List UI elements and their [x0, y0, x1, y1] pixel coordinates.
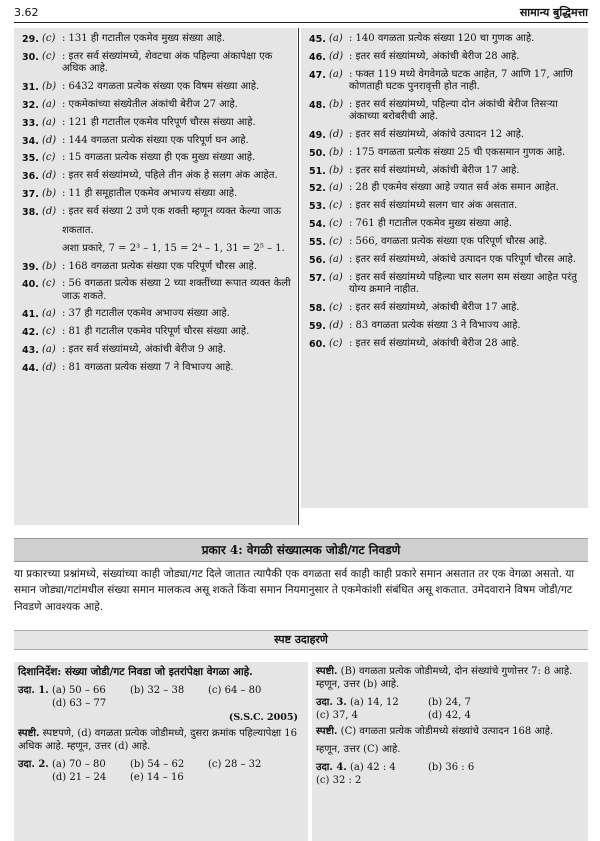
- explanation: [316, 726, 582, 756]
- answer-number: 56.: [309, 254, 326, 266]
- answer-text-main: : इतर सर्व संख्यांमध्ये सलग चार अंक असतात.: [349, 200, 518, 212]
- answer-text: [349, 147, 582, 160]
- example-4: [316, 762, 582, 787]
- answer-number: 51.: [309, 165, 326, 177]
- answer-number: 33.: [22, 117, 39, 129]
- answer-text-main: : 83 वगळता प्रत्येक संख्या 3 ने विभाज्य आहे.: [349, 319, 521, 331]
- answer-text: [349, 33, 582, 46]
- answer-text: [62, 261, 293, 274]
- answer-item: [22, 99, 293, 112]
- answer-text-main: : इतर सर्व संख्यांमध्ये, अंकांची बेरीज 9 आहे.: [62, 344, 227, 356]
- explanation-text: स्पष्टपणे, (d) वगळता प्रत्येक जोडीमध्ये, दुसरा क्रमांक पहिल्यापेक्षा 16 अधिक आहे. म्हणून, उत्तर (d) आहे.: [18, 728, 298, 752]
- answer-number: 52.: [309, 183, 326, 195]
- answer-item: [22, 344, 293, 357]
- answer-text-main: : इतर सर्व संख्यांमध्ये, अंकांची बेरीज 28 आहे.: [349, 50, 520, 62]
- explanation-text: (C) वगळता प्रत्येक जोडीमध्ये संख्यांचे उत्पादन 168 आहे.: [340, 726, 554, 737]
- direction-text: दिशानिर्देश: संख्या जोडी/गट निवडा जो इतरांपेक्षा वेगळा आहे.: [18, 666, 253, 678]
- answer-item: [309, 165, 582, 178]
- example-2: [18, 759, 302, 784]
- answer-number: 30.: [22, 51, 39, 63]
- answer-number: 41.: [22, 309, 39, 321]
- answer-option: (c): [42, 278, 56, 290]
- answer-item: [309, 338, 582, 351]
- answer-text-main: : इतर सर्व संख्यांमध्ये, पहिल्या दोन अंकांची बेरीज तिसऱ्या अंकाच्या बरोबरीची आहे.: [349, 98, 558, 123]
- running-title: सामान्य बुद्धिमत्ता: [519, 6, 588, 19]
- option: (a) 50 – 66: [52, 685, 106, 697]
- answer-text-main: : 81 ही गटातील एकमेव परिपूर्ण चौरस संख्या आहे.: [62, 326, 250, 338]
- answer-option: (b): [329, 146, 344, 158]
- answer-number: 35.: [22, 153, 39, 165]
- answer-text: [62, 81, 293, 94]
- answer-number: 40.: [22, 279, 39, 291]
- answer-item: [309, 200, 582, 213]
- answer-text: [349, 320, 582, 333]
- example-label: उदा. 3.: [316, 697, 347, 708]
- explanation: [316, 666, 582, 691]
- answer-item: [309, 320, 582, 333]
- answer-text-main: : इतर सर्व संख्यांमध्ये, अंकांचे उत्पादन 12 आहे.: [349, 128, 525, 140]
- answer-text-continued: अशा प्रकारे, 7 = 2³ – 1, 15 = 2⁴ – 1, 31 = 2⁵ – 1.: [62, 243, 285, 254]
- answer-text: [62, 326, 293, 339]
- section-banner: प्रकार 4: वेगळी संख्यात्मक जोडी/गट निवडणे: [14, 538, 588, 562]
- answer-number: 49.: [309, 129, 326, 141]
- answer-option: (b): [329, 164, 344, 176]
- answer-item: [22, 51, 293, 76]
- answer-item: [309, 147, 582, 160]
- answer-text-main: : फक्त 119 मध्ये वेगवेगळे घटक आहेत, 7 आणि 17, आणि कोणताही घटक पुनरावृत्ती होत नाही.: [349, 68, 573, 93]
- answer-number: 32.: [22, 99, 39, 111]
- answer-option: (d): [42, 362, 57, 373]
- answer-text-main: : 15 वगळता प्रत्येक संख्या ही एक मुख्य संख्या आहे.: [62, 152, 256, 164]
- answer-text-main: : 761 ही गटातील एकमेव मुख्य संख्या आहे.: [349, 218, 513, 230]
- source-citation: (S.S.C. 2005): [228, 712, 298, 724]
- answer-option: (d): [329, 128, 344, 140]
- answer-text: [349, 200, 582, 213]
- answer-number: 42.: [22, 327, 39, 339]
- answer-option: (c): [42, 326, 56, 338]
- answer-number: 38.: [22, 207, 39, 218]
- option: (c) 28 – 32: [208, 759, 262, 770]
- answer-number: 48.: [309, 99, 326, 111]
- answer-item: [309, 69, 582, 94]
- option: (b) 54 – 62: [130, 759, 185, 770]
- answer-option: (d): [42, 170, 57, 182]
- answer-item: [309, 99, 582, 124]
- page-number: 3.62: [14, 6, 39, 19]
- option: (c) 37, 4: [316, 709, 359, 721]
- answer-text-main: : इतर सर्व संख्यांमध्ये, शेवटचा अंक पहिल्या अंकापेक्षा एक अधिक आहे.: [62, 50, 273, 75]
- examples-right: [312, 662, 588, 841]
- answer-item: [22, 206, 293, 256]
- option: (d) 42, 4: [428, 709, 471, 721]
- answer-option: (b): [42, 188, 57, 200]
- answer-option: (a): [329, 271, 343, 283]
- answer-number: 44.: [22, 363, 39, 374]
- answer-text-main: : 175 वगळता प्रत्येक संख्या 25 ची एकसमान गुणक आहे.: [349, 146, 566, 158]
- answer-text: [62, 152, 293, 165]
- answer-text: [62, 117, 293, 130]
- answer-text-main: : 144 वगळता प्रत्येक संख्या एक परिपूर्ण घन आहे.: [62, 134, 249, 146]
- answer-text: [349, 129, 582, 142]
- answer-option: (a): [42, 116, 56, 128]
- answer-option: (b): [329, 98, 344, 110]
- answer-item: [22, 261, 293, 274]
- answer-item: [309, 302, 582, 315]
- answer-option: (a): [329, 33, 343, 44]
- answer-item: [22, 170, 293, 183]
- option: (a) 14, 12: [350, 697, 399, 708]
- answer-option: (c): [42, 33, 56, 44]
- answer-item: [22, 278, 293, 303]
- answer-item: [22, 326, 293, 339]
- answer-text: [349, 218, 582, 231]
- option: (b) 24, 7: [428, 697, 471, 708]
- answer-option: (a): [329, 182, 343, 194]
- answer-option: (c): [329, 236, 343, 247]
- answer-text-main: : 131 ही गटातील एकमेव मुख्य संख्या आहे.: [62, 33, 226, 44]
- answer-text-main: : एकमेकांच्या संख्येतील अंकांची बेरीज 27 आहे.: [62, 98, 238, 110]
- answer-text-main: : 168 वगळता प्रत्येक संख्या एक परिपूर्ण चौरस आहे.: [62, 260, 258, 272]
- answer-item: [22, 152, 293, 165]
- answer-number: 60.: [309, 338, 326, 350]
- answer-option: (b): [42, 80, 57, 92]
- answer-number: 59.: [309, 320, 326, 332]
- answer-text-main: : इतर सर्व संख्या 2 उणे एक शक्ती म्हणून व्यक्त केल्या जाऊ: [62, 206, 281, 217]
- answer-option: (d): [42, 206, 57, 217]
- answer-item: [22, 33, 293, 46]
- answer-number: 39.: [22, 261, 39, 273]
- explanation-text: (B) वगळता प्रत्येक जोडीमध्ये, दोन संख्यांचे गुणोत्तर 7: 8 आहे. म्हणून, उत्तर (b) आहे.: [316, 666, 573, 690]
- right-answer-column: [301, 28, 588, 508]
- example-label: उदा. 1.: [18, 685, 49, 697]
- answer-text: [62, 278, 293, 303]
- answer-item: [22, 362, 293, 375]
- example-1: [18, 685, 302, 710]
- answer-option: (b): [42, 260, 57, 272]
- example-3: [316, 697, 582, 722]
- option: (a) 42 : 4: [350, 762, 396, 773]
- answer-text-main: : इतर सर्व संख्यांमध्ये, अंकांची बेरीज 28 आहे.: [349, 337, 520, 349]
- answer-number: 58.: [309, 302, 326, 314]
- answer-number: 36.: [22, 171, 39, 183]
- answer-text: [62, 170, 293, 183]
- answer-text: [349, 51, 582, 64]
- answer-item: [22, 135, 293, 148]
- answer-text: [62, 33, 293, 46]
- answer-option: (a): [329, 253, 343, 265]
- answer-text: [62, 99, 293, 112]
- answer-text-main: : इतर सर्व संख्यांमध्ये, अंकांचे उत्पादन एक परिपूर्ण चौरस आहे.: [349, 253, 576, 265]
- answer-number: 43.: [22, 345, 39, 357]
- answer-number: 34.: [22, 135, 39, 147]
- answer-text: [349, 182, 582, 195]
- answer-text: [349, 338, 582, 351]
- answer-text: [349, 236, 582, 249]
- answer-option: (c): [329, 218, 343, 230]
- answer-option: (a): [42, 344, 56, 356]
- answer-number: 55.: [309, 237, 326, 248]
- answer-option: (d): [329, 50, 344, 62]
- answer-number: 31.: [22, 81, 39, 93]
- answer-text: [349, 69, 582, 94]
- explanation-text: म्हणून, उत्तर (C) आहे.: [316, 743, 401, 755]
- answer-text: [349, 302, 582, 315]
- answer-text-main: : 11 ही समूहातील एकमेव अभाज्य संख्या आहे.: [62, 188, 238, 200]
- answer-text: [349, 165, 582, 178]
- answer-option: (a): [42, 98, 56, 110]
- answer-option: (d): [329, 319, 344, 331]
- examples-title: स्पष्ट उदाहरणे: [14, 630, 588, 650]
- explanation-label: स्पष्टी.: [316, 726, 338, 737]
- answer-text: [62, 206, 293, 256]
- answer-option: (c): [329, 200, 343, 212]
- answer-text: [62, 135, 293, 148]
- answer-number: 47.: [309, 69, 326, 81]
- answer-number: 54.: [309, 219, 326, 231]
- answer-number: 45.: [309, 34, 326, 45]
- answer-item: [309, 33, 582, 46]
- answer-text: [62, 362, 293, 375]
- option: (b) 36 : 6: [428, 762, 475, 773]
- answer-item: [22, 117, 293, 130]
- answer-text-main: : 140 वगळता प्रत्येक संख्या 120 चा गुणक आहे.: [349, 33, 535, 44]
- answer-item: [309, 236, 582, 249]
- answer-text: [349, 272, 582, 297]
- answer-text: [62, 344, 293, 357]
- answer-text: [349, 254, 582, 267]
- answer-item: [309, 182, 582, 195]
- answer-number: 53.: [309, 201, 326, 213]
- example-label: उदा. 2.: [18, 759, 49, 770]
- option: (d) 21 – 24: [52, 771, 107, 783]
- section-intro: या प्रकारच्या प्रश्नांमध्ये, संख्यांच्या काही जोड्या/गट दिले जातात त्यापैकी एक वगळता सर्व काही काही प्रकारे समान असतात तर एक वेगळा असतो. या समान जोड्या/गटांमधील संख्या समान मालकत्व असू शकते किंवा समान नियमानुसार ते एकमेकांशी संबंधित असू शकतात. उमेदवाराने विषम जोडी/गट निवडणे आवश्यक आहे.: [14, 568, 575, 613]
- answer-item: [22, 81, 293, 94]
- answer-text: [62, 51, 293, 76]
- answer-number: 37.: [22, 189, 39, 201]
- explanation-label: स्पष्टी.: [18, 728, 40, 739]
- answer-text-main: : 566, वगळता प्रत्येक संख्या एक परिपूर्ण चौरस आहे.: [349, 236, 548, 247]
- answer-option: (d): [42, 134, 57, 146]
- answer-text-main: : 81 वगळता प्रत्येक संख्या 7 ने विभाज्य आहे.: [62, 362, 234, 373]
- option: (d) 63 – 77: [52, 697, 107, 709]
- answer-option: (c): [42, 50, 56, 62]
- answer-text: [349, 99, 582, 124]
- option: (a) 70 – 80: [52, 759, 106, 770]
- answer-number: 46.: [309, 51, 326, 63]
- option: (b) 32 – 38: [130, 685, 185, 697]
- answer-option: (a): [42, 308, 56, 320]
- answer-text-main: : 6432 वगळता प्रत्येक संख्या एक विषम संख्या आहे.: [62, 80, 260, 92]
- answer-option: (c): [329, 337, 343, 349]
- answer-columns: [14, 28, 588, 525]
- answer-item: [22, 188, 293, 201]
- answer-item: [22, 308, 293, 321]
- option: (c) 64 – 80: [208, 685, 262, 697]
- answer-text: [62, 308, 293, 321]
- page-header: [14, 4, 588, 23]
- example-label: उदा. 4.: [316, 762, 347, 773]
- answer-text-continued: शकतात.: [62, 224, 94, 236]
- examples-left: [14, 662, 308, 841]
- answer-option: (c): [42, 152, 56, 164]
- option: (c) 32 : 2: [316, 774, 362, 786]
- answer-text-main: : 37 ही गटातील एकमेव अभाज्य संख्या आहे.: [62, 308, 230, 320]
- answer-option: (a): [329, 68, 343, 80]
- answer-item: [309, 129, 582, 142]
- answer-text-main: : 28 ही एकमेव संख्या आहे ज्यात सर्व अंक समान आहेत.: [349, 182, 559, 194]
- answer-text-main: : इतर सर्व संख्यांमध्ये, अंकांची बेरीज 17 आहे.: [349, 301, 520, 313]
- answer-item: [309, 272, 582, 297]
- option: (e) 14 – 16: [130, 771, 184, 783]
- explanation-label: स्पष्टी.: [316, 666, 338, 677]
- explanation: [18, 728, 302, 753]
- answer-item: [309, 51, 582, 64]
- answer-text-main: : इतर सर्व संख्यांमध्ये, पहिले तीन अंक हे सलग अंक आहेत.: [62, 170, 278, 182]
- answer-item: [309, 254, 582, 267]
- answer-option: (c): [329, 301, 343, 313]
- column-divider: [298, 28, 299, 525]
- answer-text-main: : 121 ही गटातील एकमेव परिपूर्ण चौरस संख्या आहे.: [62, 116, 256, 128]
- answer-number: 57.: [309, 272, 326, 284]
- answer-text-main: : इतर सर्व संख्यांमध्ये, अंकांची बेरीज 17 आहे.: [349, 164, 520, 176]
- answer-item: [309, 218, 582, 231]
- answer-text-main: : इतर सर्व संख्यांमध्ये पहिल्या चार सलग सम संख्या आहेत परंतु योग्य क्रमाने नाहीत.: [349, 271, 577, 296]
- answer-number: 50.: [309, 147, 326, 159]
- answer-number: 29.: [22, 34, 39, 45]
- answer-text-main: : 56 वगळता प्रत्येक संख्या 2 च्या शक्तींच्या रूपात व्यक्त केली जाऊ शकते.: [62, 278, 291, 302]
- answer-text: [62, 188, 293, 201]
- left-answer-column: [14, 28, 297, 525]
